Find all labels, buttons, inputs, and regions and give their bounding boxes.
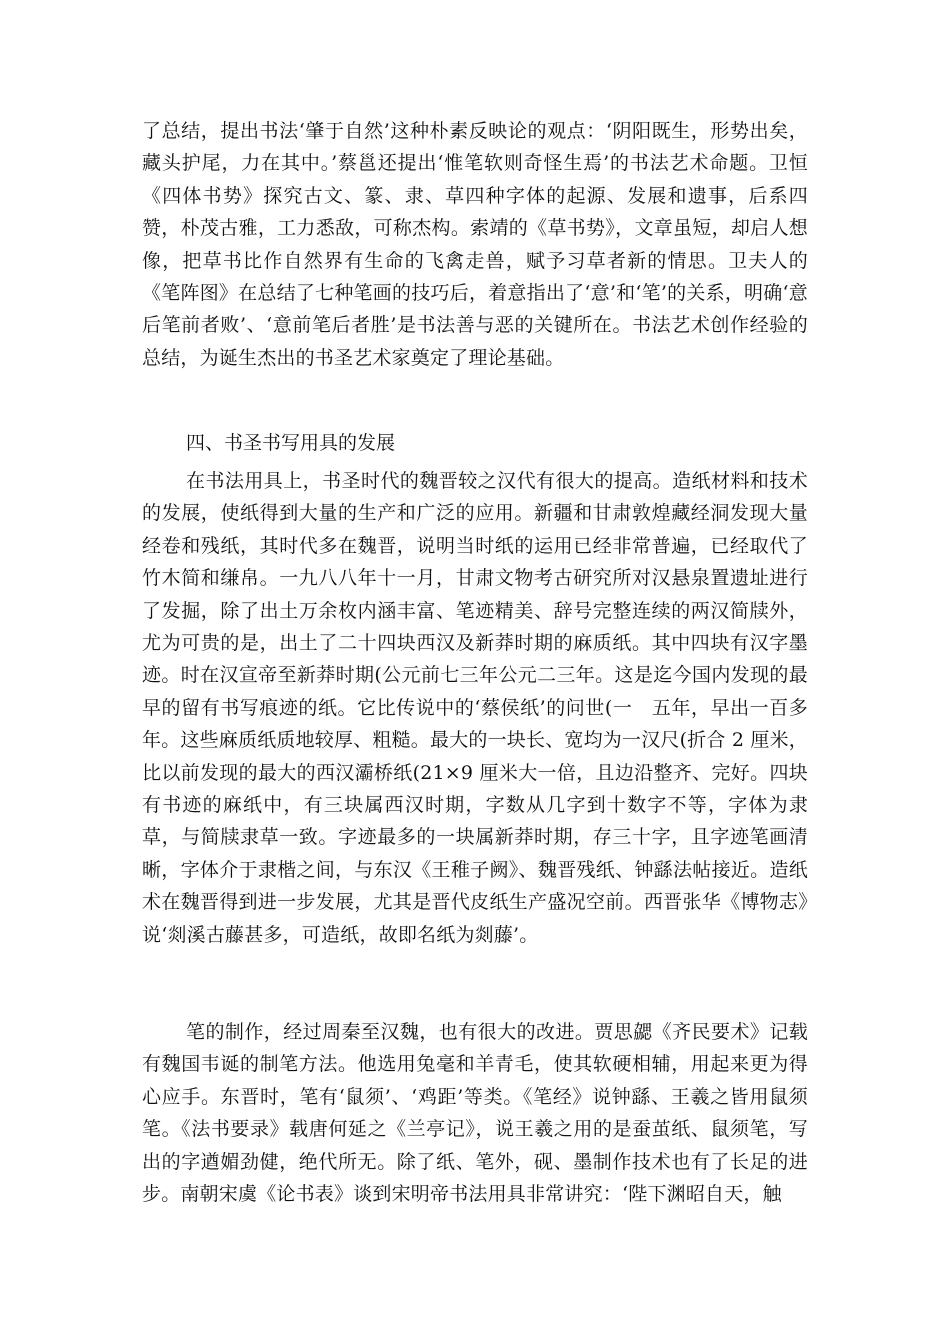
section-heading: 四、书圣书写用具的发展 [186,432,396,454]
paragraph-calligraphy-theory: 了总结，提出书法‘肇于自然’这种朴素反映论的观点：‘阴阳既生，形势出矣，藏头护尾，力在其中。’蔡邕还提出‘惟笔软则奇怪生焉’的书法艺术命题。卫恒《四体书势》探究古文、篆、隶、草四种字体的起源、发展和遗事，后系四赞，朴茂古雅，工力悉敌，可称杰构。索靖的《草书势》，文章虽短，却启人想像，把草书比作自然界有生命的飞禽走兽，赋予习草者新的情思。卫夫人的《笔阵图》在总结了七种笔画的技巧后，着意指出了‘意’和‘笔’的关系，明确‘意后笔前者败’、‘意前笔后者胜’是书法善与恶的关键所在。书法艺术创作经验的总结，为诞生杰出的书圣艺术家奠定了理论基础。 [142,120,808,369]
paragraph-paper-development: 在书法用具上，书圣时代的魏晋较之汉代有很大的提高。造纸材料和技术的发展，使纸得到大量的生产和广泛的应用。新疆和甘肃敦煌藏经洞发现大量经卷和残纸，其时代多在魏晋，说明当时纸的运用已经非常普遍，已经取代了竹木简和缣帛。一九八八年十一月，甘肃文物考古研究所对汉悬泉置遗址进行了发掘，除了出土万余枚内涵丰富、笔迹精美、辞号完整连续的两汉简牍外，尤为可贵的是，出土了二十四块西汉及新莽时期的麻质纸。其中四块有汉字墨迹。时在汉宣帝至新莽时期(公元前七三年公元二三年。这是迄今国内发现的最早的留有书写痕迹的纸。它比传说中的‘蔡侯纸’的问世(一 五年，早出一百多年。这些麻质纸质地较厚、粗糙。最大的一块长、宽均为一汉尺(折合 2 厘米，比以前发现的最大的西汉灞桥纸(21×9 厘米大一倍，且边沿整齐、完好。四块有书迹的麻纸中，有三块属西汉时期，字数从几字到十数字不等，字体为隶草，与简牍隶草一致。字迹最多的一块属新莽时期，存三十字，且字迹笔画清晰，字体介于隶楷之间，与东汉《王稚子阙》、魏晋残纸、钟繇法帖接近。造纸术在魏晋得到进一步发展，尤其是晋代皮纸生产盛况空前。西晋张华《博物志》说‘剡溪古藤甚多，可造纸，故即名纸为剡藤’。 [142,470,808,946]
paragraph-brush-development: 笔的制作，经过周秦至汉魏，也有很大的改进。贾思勰《齐民要术》记载有魏国韦诞的制笔方法。他选用兔毫和羊青毛，使其软硬相辅，用起来更为得心应手。东晋时，笔有‘鼠须’、‘鸡距’等类。《笔经》说钟繇、王羲之皆用鼠须笔。《法书要录》载唐何延之《兰亭记》，说王羲之用的是蚕茧纸、鼠须笔，写出的字遒媚劲健，绝代所无。除了纸、笔外，砚、墨制作技术也有了长足的进步。南朝宋虞《论书表》谈到宋明帝书法用具非常讲究：‘陛下渊昭自天，触 [142,1021,808,1206]
